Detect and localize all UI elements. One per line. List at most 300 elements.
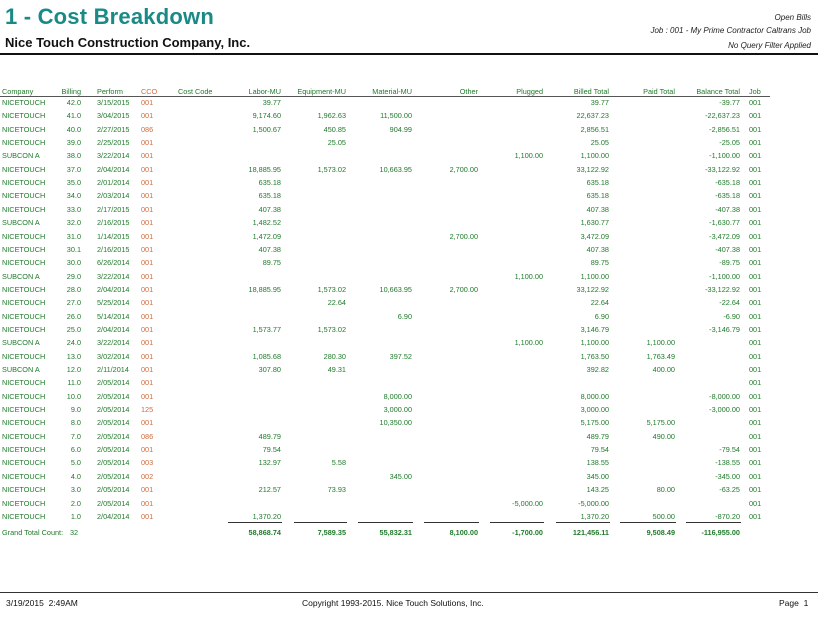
- grand-total-billed: 121,456.11: [572, 528, 609, 537]
- cell-company: NICETOUCH: [2, 432, 46, 441]
- cell-job: 001: [749, 125, 762, 134]
- total-separator-line: [686, 522, 741, 523]
- grand-total-labor: 58,868.74: [248, 528, 281, 537]
- cell-labor: 635.18: [258, 191, 281, 200]
- column-header-cost-code: Cost Code: [178, 87, 213, 96]
- cell-labor: 1,370.20: [252, 512, 281, 521]
- cell-billed-total: 392.82: [586, 365, 609, 374]
- cell-equipment: 73.93: [327, 485, 346, 494]
- cell-other: 2,700.00: [449, 285, 478, 294]
- cell-cco: 001: [141, 312, 154, 321]
- cell-company: NICETOUCH: [2, 138, 46, 147]
- cell-billing: 9.0: [70, 405, 81, 414]
- cell-perform: 2/05/2014: [97, 418, 130, 427]
- cell-equipment: 1,962.63: [317, 111, 346, 120]
- column-header-underline: [0, 96, 770, 97]
- cell-cco: 001: [141, 338, 154, 347]
- cell-cco: 001: [141, 151, 154, 160]
- cell-billed-total: 1,370.20: [580, 512, 609, 521]
- cell-company: NICETOUCH: [2, 98, 46, 107]
- cell-billing: 42.0: [66, 98, 81, 107]
- cell-billing: 13.0: [66, 352, 81, 361]
- cell-billed-total: 8,000.00: [580, 392, 609, 401]
- cell-job: 001: [749, 378, 762, 387]
- grand-total-material: 55,832.31: [379, 528, 412, 537]
- cell-billing: 1.0: [70, 512, 81, 521]
- cell-company: NICETOUCH: [2, 245, 46, 254]
- cell-perform: 2/05/2014: [97, 378, 130, 387]
- cell-job: 001: [749, 392, 762, 401]
- cell-billed-total: 138.55: [586, 458, 609, 467]
- cell-job: 001: [749, 312, 762, 321]
- cell-balance-total: -79.54: [719, 445, 740, 454]
- total-separator-line: [294, 522, 347, 523]
- cell-labor: 18,885.95: [248, 285, 281, 294]
- cell-billed-total: 407.38: [586, 205, 609, 214]
- cell-cco: 001: [141, 258, 154, 267]
- cell-perform: 3/15/2015: [97, 98, 130, 107]
- column-header-equipment: Equipment-MU: [297, 87, 346, 96]
- cell-job: 001: [749, 111, 762, 120]
- cell-billing: 3.0: [70, 485, 81, 494]
- cell-billed-total: 33,122.92: [576, 165, 609, 174]
- cell-company: SUBCON A: [2, 365, 40, 374]
- cell-balance-total: -1,100.00: [709, 272, 740, 281]
- cell-company: NICETOUCH: [2, 111, 46, 120]
- cell-billed-total: 1,100.00: [580, 272, 609, 281]
- cell-job: 001: [749, 218, 762, 227]
- cell-perform: 3/02/2014: [97, 352, 130, 361]
- cell-billed-total: 33,122.92: [576, 285, 609, 294]
- cell-balance-total: -33,122.92: [705, 285, 740, 294]
- cell-balance-total: -138.55: [715, 458, 740, 467]
- cell-job: 001: [749, 205, 762, 214]
- cell-perform: 2/04/2014: [97, 285, 130, 294]
- cell-perform: 2/25/2015: [97, 138, 130, 147]
- cell-equipment: 1,573.02: [317, 285, 346, 294]
- cell-company: NICETOUCH: [2, 325, 46, 334]
- cell-billing: 5.0: [70, 458, 81, 467]
- cell-balance-total: -1,630.77: [709, 218, 740, 227]
- cell-billing: 27.0: [66, 298, 81, 307]
- cell-labor: 407.38: [258, 205, 281, 214]
- cell-billed-total: 1,630.77: [580, 218, 609, 227]
- cell-perform: 2/04/2014: [97, 325, 130, 334]
- cell-billed-total: 1,100.00: [580, 151, 609, 160]
- cell-labor: 1,482.52: [252, 218, 281, 227]
- grand-total-plugged: -1,700.00: [512, 528, 543, 537]
- cell-perform: 2/05/2014: [97, 485, 130, 494]
- cell-job: 001: [749, 138, 762, 147]
- cell-material: 6.90: [397, 312, 412, 321]
- cell-job: 001: [749, 365, 762, 374]
- cell-balance-total: -39.77: [719, 98, 740, 107]
- cell-billed-total: 5,175.00: [580, 418, 609, 427]
- cell-company: NICETOUCH: [2, 205, 46, 214]
- grand-total-balance: -116,955.00: [701, 528, 740, 537]
- cell-billing: 28.0: [66, 285, 81, 294]
- cell-job: 001: [749, 98, 762, 107]
- cell-paid-total: 5,175.00: [646, 418, 675, 427]
- cell-billing: 24.0: [66, 338, 81, 347]
- cell-company: NICETOUCH: [2, 405, 46, 414]
- cell-balance-total: -345.00: [715, 472, 740, 481]
- cell-company: NICETOUCH: [2, 445, 46, 454]
- footer-copyright: Copyright 1993-2015. Nice Touch Solutions, Inc.: [302, 598, 484, 608]
- cell-balance-total: -3,472.09: [709, 232, 740, 241]
- cell-perform: 2/16/2015: [97, 218, 130, 227]
- cell-job: 001: [749, 272, 762, 281]
- cell-labor: 9,174.60: [252, 111, 281, 120]
- footer-page-label: Page: [779, 598, 799, 608]
- cell-cco: 001: [141, 298, 154, 307]
- cell-perform: 2/05/2014: [97, 458, 130, 467]
- cell-billing: 30.0: [66, 258, 81, 267]
- total-separator-line: [490, 522, 544, 523]
- cell-billed-total: 22.64: [590, 298, 609, 307]
- cell-billed-total: 635.18: [586, 178, 609, 187]
- cell-material: 10,663.95: [379, 165, 412, 174]
- cell-billing: 32.0: [66, 218, 81, 227]
- cell-labor: 1,085.68: [252, 352, 281, 361]
- cell-equipment: 5.58: [331, 458, 346, 467]
- cell-perform: 2/04/2014: [97, 512, 130, 521]
- company-name: Nice Touch Construction Company, Inc.: [5, 35, 251, 50]
- cell-labor: 1,472.09: [252, 232, 281, 241]
- cell-billed-total: 6.90: [594, 312, 609, 321]
- cell-billing: 2.0: [70, 499, 81, 508]
- cell-cco: 001: [141, 205, 154, 214]
- cell-labor: 39.77: [262, 98, 281, 107]
- total-separator-line: [620, 522, 676, 523]
- cell-billed-total: 635.18: [586, 191, 609, 200]
- cell-cco: 001: [141, 365, 154, 374]
- cell-cco: 001: [141, 499, 154, 508]
- cell-paid-total: 80.00: [656, 485, 675, 494]
- cell-billing: 39.0: [66, 138, 81, 147]
- grand-total-other: 8,100.00: [449, 528, 478, 537]
- cell-balance-total: -407.38: [715, 245, 740, 254]
- cell-balance-total: -3,146.79: [709, 325, 740, 334]
- job-label: Job : 001 - My Prime Contractor Caltrans Job: [650, 26, 811, 35]
- cell-equipment: 450.85: [323, 125, 346, 134]
- cell-cco: 001: [141, 138, 154, 147]
- cell-material: 345.00: [389, 472, 412, 481]
- cell-job: 001: [749, 151, 762, 160]
- cell-equipment: 1,573.02: [317, 325, 346, 334]
- cell-billed-total: 3,000.00: [580, 405, 609, 414]
- cell-labor: 1,573.77: [252, 325, 281, 334]
- cell-job: 001: [749, 485, 762, 494]
- cell-labor: 489.79: [258, 432, 281, 441]
- cell-perform: 2/17/2015: [97, 205, 130, 214]
- cell-company: SUBCON A: [2, 218, 40, 227]
- cell-cco: 001: [141, 191, 154, 200]
- cell-job: 001: [749, 191, 762, 200]
- cell-company: NICETOUCH: [2, 499, 46, 508]
- cell-company: NICETOUCH: [2, 125, 46, 134]
- cell-company: SUBCON A: [2, 272, 40, 281]
- cell-perform: 2/05/2014: [97, 445, 130, 454]
- cell-labor: 18,885.95: [248, 165, 281, 174]
- cell-company: NICETOUCH: [2, 392, 46, 401]
- cell-job: 001: [749, 245, 762, 254]
- cell-balance-total: -22.64: [719, 298, 740, 307]
- cell-cco: 001: [141, 392, 154, 401]
- cell-perform: 5/25/2014: [97, 298, 130, 307]
- cell-balance-total: -8,000.00: [709, 392, 740, 401]
- cell-company: NICETOUCH: [2, 512, 46, 521]
- cell-billed-total: 345.00: [586, 472, 609, 481]
- cell-other: 2,700.00: [449, 165, 478, 174]
- cell-plugged: -5,000.00: [512, 499, 543, 508]
- cell-perform: 2/05/2014: [97, 432, 130, 441]
- cell-cco: 001: [141, 245, 154, 254]
- column-header-perform: Perform: [97, 87, 123, 96]
- cell-job: 001: [749, 165, 762, 174]
- grand-total-count: 32: [70, 528, 79, 537]
- cell-job: 001: [749, 499, 762, 508]
- cell-balance-total: -870.20: [715, 512, 740, 521]
- cell-perform: 3/22/2014: [97, 151, 130, 160]
- cell-billing: 34.0: [66, 191, 81, 200]
- filter-label: No Query Filter Applied: [728, 41, 811, 50]
- cell-balance-total: -635.18: [715, 178, 740, 187]
- footer-divider: [0, 592, 818, 593]
- cell-billing: 37.0: [66, 165, 81, 174]
- cell-labor: 79.54: [262, 445, 281, 454]
- cell-billing: 12.0: [66, 365, 81, 374]
- cell-cco: 001: [141, 378, 154, 387]
- cell-company: SUBCON A: [2, 151, 40, 160]
- cell-billing: 31.0: [66, 232, 81, 241]
- cell-billing: 26.0: [66, 312, 81, 321]
- cell-job: 001: [749, 405, 762, 414]
- cell-job: 001: [749, 338, 762, 347]
- cell-material: 11,500.00: [380, 111, 412, 120]
- column-header-job: Job: [749, 87, 761, 96]
- cell-cco: 001: [141, 485, 154, 494]
- total-separator-line: [228, 522, 282, 523]
- cell-job: 001: [749, 418, 762, 427]
- cell-job: 001: [749, 458, 762, 467]
- cell-job: 001: [749, 285, 762, 294]
- column-header-billed-total: Billed Total: [573, 87, 609, 96]
- column-header-balance-total: Balance Total: [696, 87, 740, 96]
- footer-page: [779, 598, 808, 608]
- cell-job: 001: [749, 178, 762, 187]
- cell-cco: 001: [141, 232, 154, 241]
- cell-perform: 6/26/2014: [97, 258, 130, 267]
- cell-labor: 89.75: [262, 258, 281, 267]
- footer-page-number: 1: [803, 598, 809, 608]
- grand-total-paid: 9,508.49: [646, 528, 675, 537]
- cell-billed-total: 79.54: [590, 445, 609, 454]
- cell-billed-total: 25.05: [590, 138, 609, 147]
- cell-cco: 001: [141, 178, 154, 187]
- cell-equipment: 1,573.02: [317, 165, 346, 174]
- cell-billing: 35.0: [66, 178, 81, 187]
- cell-perform: 1/14/2015: [97, 232, 130, 241]
- cell-billed-total: 39.77: [590, 98, 609, 107]
- cell-billing: 7.0: [70, 432, 81, 441]
- cell-perform: 2/05/2014: [97, 472, 130, 481]
- cell-perform: 2/11/2014: [97, 365, 129, 374]
- cell-billing: 41.0: [66, 111, 81, 120]
- cell-cco: 001: [141, 111, 154, 120]
- cell-balance-total: -63.25: [719, 485, 740, 494]
- cell-billing: 25.0: [66, 325, 81, 334]
- cell-billing: 30.1: [66, 245, 81, 254]
- cell-other: 2,700.00: [449, 232, 478, 241]
- cell-material: 397.52: [389, 352, 412, 361]
- cell-company: NICETOUCH: [2, 378, 46, 387]
- column-header-labor: Labor-MU: [248, 87, 281, 96]
- cell-company: NICETOUCH: [2, 472, 46, 481]
- cell-perform: 2/01/2014: [97, 178, 130, 187]
- cell-paid-total: 1,763.49: [646, 352, 675, 361]
- column-header-paid-total: Paid Total: [643, 87, 675, 96]
- cell-billed-total: 3,472.09: [580, 232, 609, 241]
- cell-billed-total: 1,763.50: [580, 352, 609, 361]
- cell-billed-total: 3,146.79: [580, 325, 609, 334]
- cell-perform: 2/05/2014: [97, 405, 130, 414]
- cell-cco: 001: [141, 218, 154, 227]
- cell-job: 001: [749, 325, 762, 334]
- cell-perform: 2/05/2014: [97, 499, 130, 508]
- cell-perform: 2/05/2014: [97, 392, 130, 401]
- cell-labor: 307.80: [258, 365, 281, 374]
- cell-billed-total: 22,637.23: [576, 111, 609, 120]
- cell-company: NICETOUCH: [2, 258, 46, 267]
- cell-balance-total: -33,122.92: [705, 165, 740, 174]
- cell-plugged: 1,100.00: [514, 151, 543, 160]
- cell-paid-total: 400.00: [652, 365, 675, 374]
- cell-plugged: 1,100.00: [514, 338, 543, 347]
- cell-material: 904.99: [389, 125, 412, 134]
- cell-billed-total: 489.79: [586, 432, 609, 441]
- footer-time-value: 2:49AM: [48, 598, 78, 608]
- cell-material: 10,663.95: [379, 285, 412, 294]
- cell-billing: 38.0: [66, 151, 81, 160]
- cell-company: NICETOUCH: [2, 165, 46, 174]
- cell-billing: 29.0: [66, 272, 81, 281]
- cell-labor: 635.18: [258, 178, 281, 187]
- cell-paid-total: 1,100.00: [646, 338, 675, 347]
- cell-company: SUBCON A: [2, 338, 40, 347]
- cell-company: NICETOUCH: [2, 178, 46, 187]
- cell-cco: 001: [141, 352, 154, 361]
- cell-perform: 2/27/2015: [97, 125, 130, 134]
- cell-equipment: 22.64: [327, 298, 346, 307]
- cell-labor: 212.57: [258, 485, 281, 494]
- cell-perform: 3/22/2014: [97, 338, 130, 347]
- cell-job: 001: [749, 352, 762, 361]
- cell-billed-total: 89.75: [590, 258, 609, 267]
- grand-total-equipment: 7,589.35: [317, 528, 346, 537]
- cell-company: NICETOUCH: [2, 352, 46, 361]
- total-separator-line: [358, 522, 413, 523]
- grand-total-label: Grand Total Count:: [2, 528, 64, 537]
- cell-paid-total: 490.00: [652, 432, 675, 441]
- column-header-billing: Billing: [61, 87, 81, 96]
- cell-job: 001: [749, 472, 762, 481]
- cell-cco: 086: [141, 432, 154, 441]
- cell-company: NICETOUCH: [2, 485, 46, 494]
- cell-job: 001: [749, 258, 762, 267]
- cell-cco: 001: [141, 98, 154, 107]
- cell-billed-total: 1,100.00: [580, 338, 609, 347]
- cell-material: 10,350.00: [379, 418, 412, 427]
- cell-company: NICETOUCH: [2, 312, 46, 321]
- cell-balance-total: -2,856.51: [709, 125, 740, 134]
- cell-cco: 001: [141, 272, 154, 281]
- cell-billing: 4.0: [70, 472, 81, 481]
- column-header-company: Company: [2, 87, 34, 96]
- report-title: 1 - Cost Breakdown: [5, 4, 214, 29]
- cell-equipment: 25.05: [327, 138, 346, 147]
- cell-billed-total: -5,000.00: [578, 499, 609, 508]
- cell-labor: 1,500.67: [252, 125, 281, 134]
- cell-labor: 407.38: [258, 245, 281, 254]
- status-label: Open Bills: [774, 13, 811, 22]
- cell-perform: 2/16/2015: [97, 245, 130, 254]
- cell-company: NICETOUCH: [2, 418, 46, 427]
- cell-cco: 001: [141, 512, 154, 521]
- total-separator-line: [424, 522, 479, 523]
- cell-job: 001: [749, 298, 762, 307]
- cell-cco: 001: [141, 445, 154, 454]
- column-header-other: Other: [459, 87, 478, 96]
- cell-cco: 086: [141, 125, 154, 134]
- cell-perform: 2/03/2014: [97, 191, 130, 200]
- cell-company: NICETOUCH: [2, 458, 46, 467]
- cell-billing: 10.0: [66, 392, 81, 401]
- cell-material: 8,000.00: [383, 392, 412, 401]
- cell-company: NICETOUCH: [2, 232, 46, 241]
- cell-cco: 001: [141, 285, 154, 294]
- cell-cco: 003: [141, 458, 154, 467]
- footer-date: [6, 598, 78, 608]
- total-separator-line: [556, 522, 610, 523]
- footer-date-value: 3/19/2015: [6, 598, 44, 608]
- cell-billing: 40.0: [66, 125, 81, 134]
- cell-balance-total: -635.18: [715, 191, 740, 200]
- cell-balance-total: -6.90: [723, 312, 740, 321]
- cell-billing: 6.0: [70, 445, 81, 454]
- cell-balance-total: -25.05: [719, 138, 740, 147]
- column-header-cco: CCO: [141, 87, 158, 96]
- cell-balance-total: -89.75: [719, 258, 740, 267]
- cell-equipment: 280.30: [323, 352, 346, 361]
- cell-company: NICETOUCH: [2, 298, 46, 307]
- cell-cco: 002: [141, 472, 154, 481]
- cell-paid-total: 500.00: [652, 512, 675, 521]
- cell-cco: 001: [141, 325, 154, 334]
- cell-perform: 5/14/2014: [97, 312, 130, 321]
- cell-labor: 132.97: [258, 458, 281, 467]
- cell-balance-total: -407.38: [715, 205, 740, 214]
- cell-balance-total: -22,637.23: [705, 111, 740, 120]
- cell-balance-total: -3,000.00: [709, 405, 740, 414]
- cell-perform: 2/04/2014: [97, 165, 130, 174]
- cell-cco: 001: [141, 165, 154, 174]
- cell-perform: 3/22/2014: [97, 272, 130, 281]
- cell-job: 001: [749, 232, 762, 241]
- cell-equipment: 49.31: [327, 365, 346, 374]
- cell-cco: 125: [141, 405, 154, 414]
- cell-plugged: 1,100.00: [514, 272, 543, 281]
